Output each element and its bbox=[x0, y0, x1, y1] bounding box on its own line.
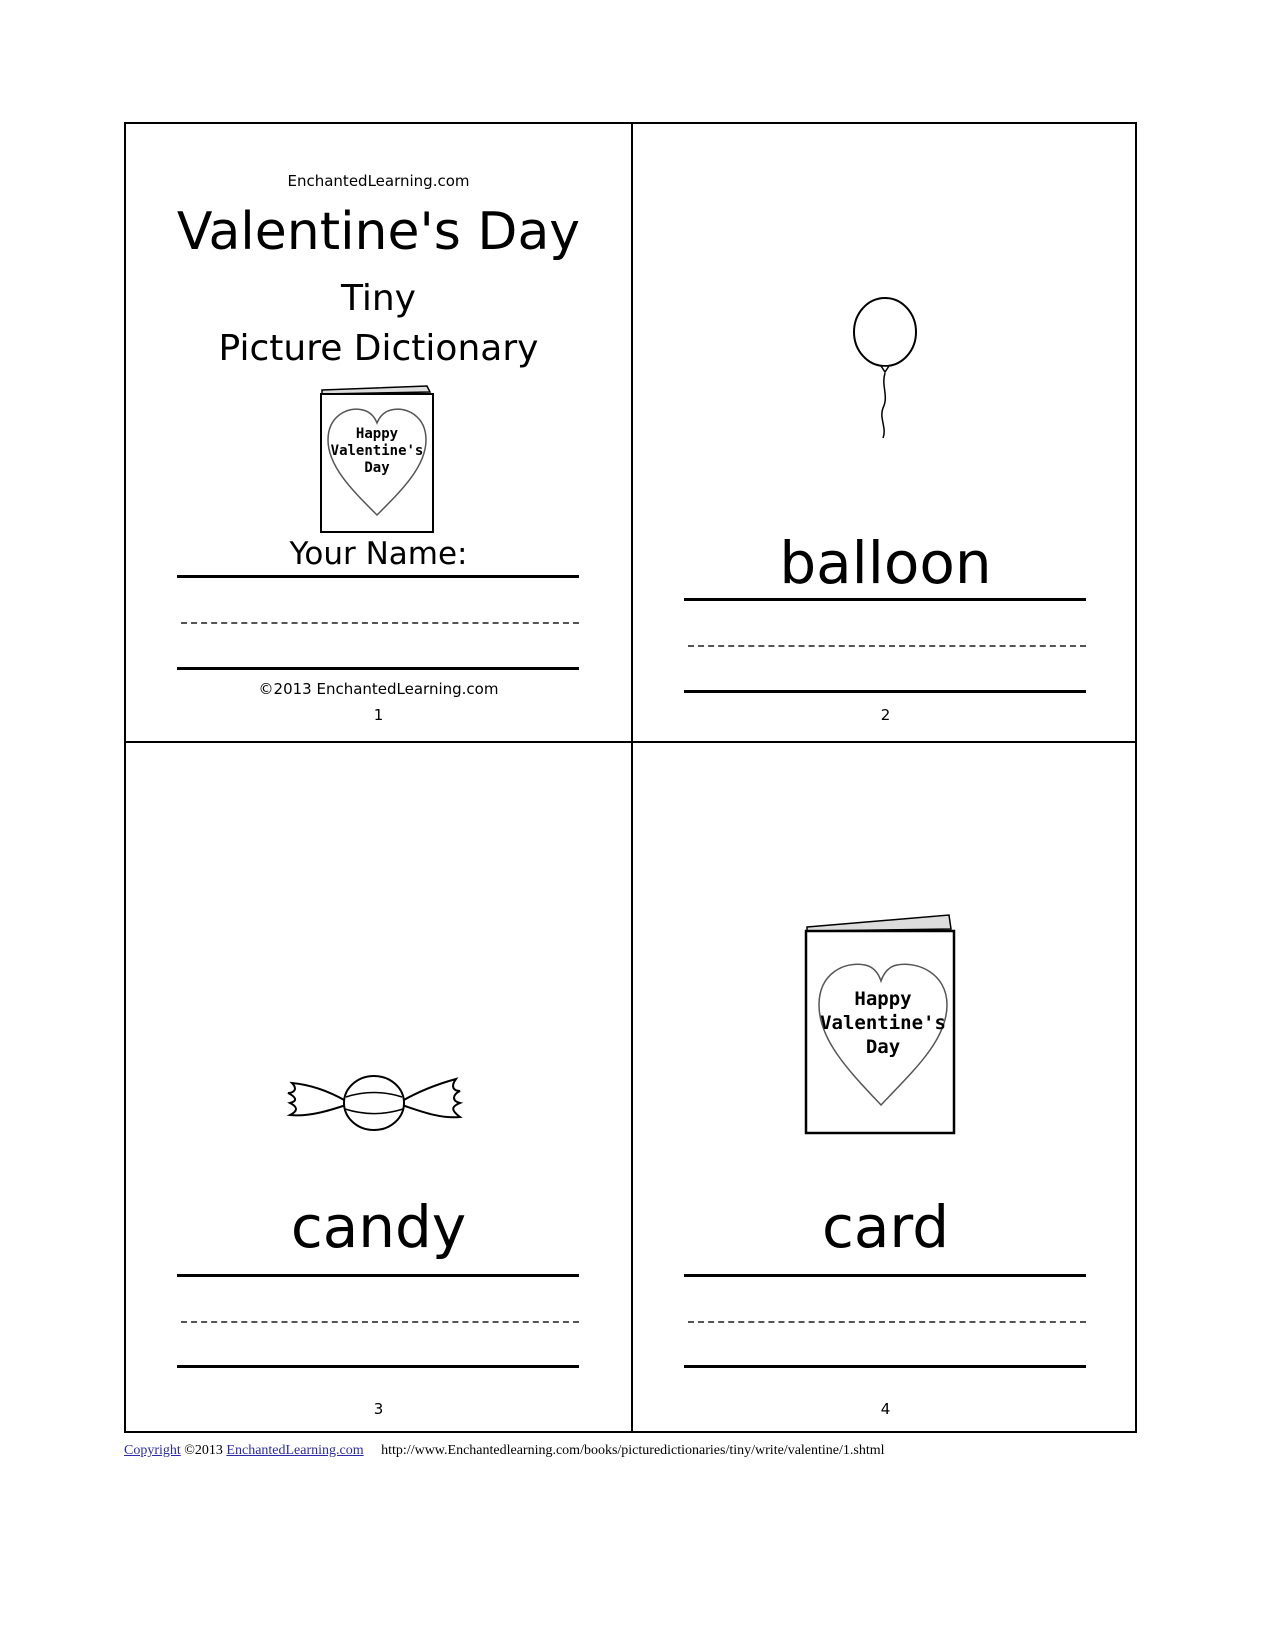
page-card bbox=[633, 743, 1138, 1418]
writing-line-top bbox=[684, 598, 1086, 601]
card-text-1: Happy bbox=[854, 988, 912, 1010]
page-number: 4 bbox=[880, 1400, 891, 1418]
page-number: 2 bbox=[880, 706, 891, 724]
page-number: 3 bbox=[373, 1400, 384, 1418]
card-text-3: Day bbox=[364, 460, 390, 476]
copyright-link[interactable]: Copyright bbox=[124, 1443, 181, 1458]
card-text-2: Valentine's bbox=[820, 1012, 946, 1034]
writing-line-bottom bbox=[684, 1365, 1086, 1368]
writing-line-dashed bbox=[688, 645, 1086, 647]
page-balloon bbox=[633, 124, 1138, 743]
footer-year: ©2013 bbox=[184, 1443, 223, 1458]
cover-page bbox=[126, 124, 631, 743]
name-writing-line-bottom bbox=[177, 667, 579, 670]
writing-line-dashed bbox=[181, 1321, 579, 1323]
balloon-icon bbox=[847, 296, 923, 444]
card-text-2: Valentine's bbox=[330, 443, 424, 459]
page-candy bbox=[126, 743, 631, 1418]
page-footer bbox=[124, 1443, 885, 1459]
your-name-label: Your Name: bbox=[289, 536, 468, 572]
card-icon bbox=[799, 913, 959, 1135]
writing-line-bottom bbox=[177, 1365, 579, 1368]
card-text-1: Happy bbox=[355, 426, 399, 442]
page-title: Valentine's Day bbox=[176, 202, 581, 262]
site-link[interactable]: EnchantedLearning.com bbox=[226, 1443, 364, 1458]
cover-copyright: ©2013 EnchantedLearning.com bbox=[258, 680, 499, 698]
valentine-card-icon bbox=[314, 382, 439, 534]
name-writing-line-dashed bbox=[181, 622, 579, 624]
writing-line-top bbox=[177, 1274, 579, 1277]
word-balloon: balloon bbox=[779, 529, 992, 597]
page-url: http://www.Enchantedlearning.com/books/picturedictionaries/tiny/write/valentine/1.shtml bbox=[381, 1443, 885, 1458]
writing-line-top bbox=[684, 1274, 1086, 1277]
word-card: card bbox=[821, 1193, 950, 1261]
card-text-3: Day bbox=[865, 1036, 901, 1058]
subtitle-tiny: Tiny bbox=[340, 278, 416, 319]
word-candy: candy bbox=[290, 1193, 467, 1261]
site-name: EnchantedLearning.com bbox=[287, 172, 470, 190]
candy-icon bbox=[284, 1071, 464, 1133]
page-number: 1 bbox=[373, 706, 384, 724]
writing-line-dashed bbox=[688, 1321, 1086, 1323]
writing-line-bottom bbox=[684, 690, 1086, 693]
name-writing-line-top bbox=[177, 575, 579, 578]
subtitle-picture-dictionary: Picture Dictionary bbox=[218, 328, 539, 369]
